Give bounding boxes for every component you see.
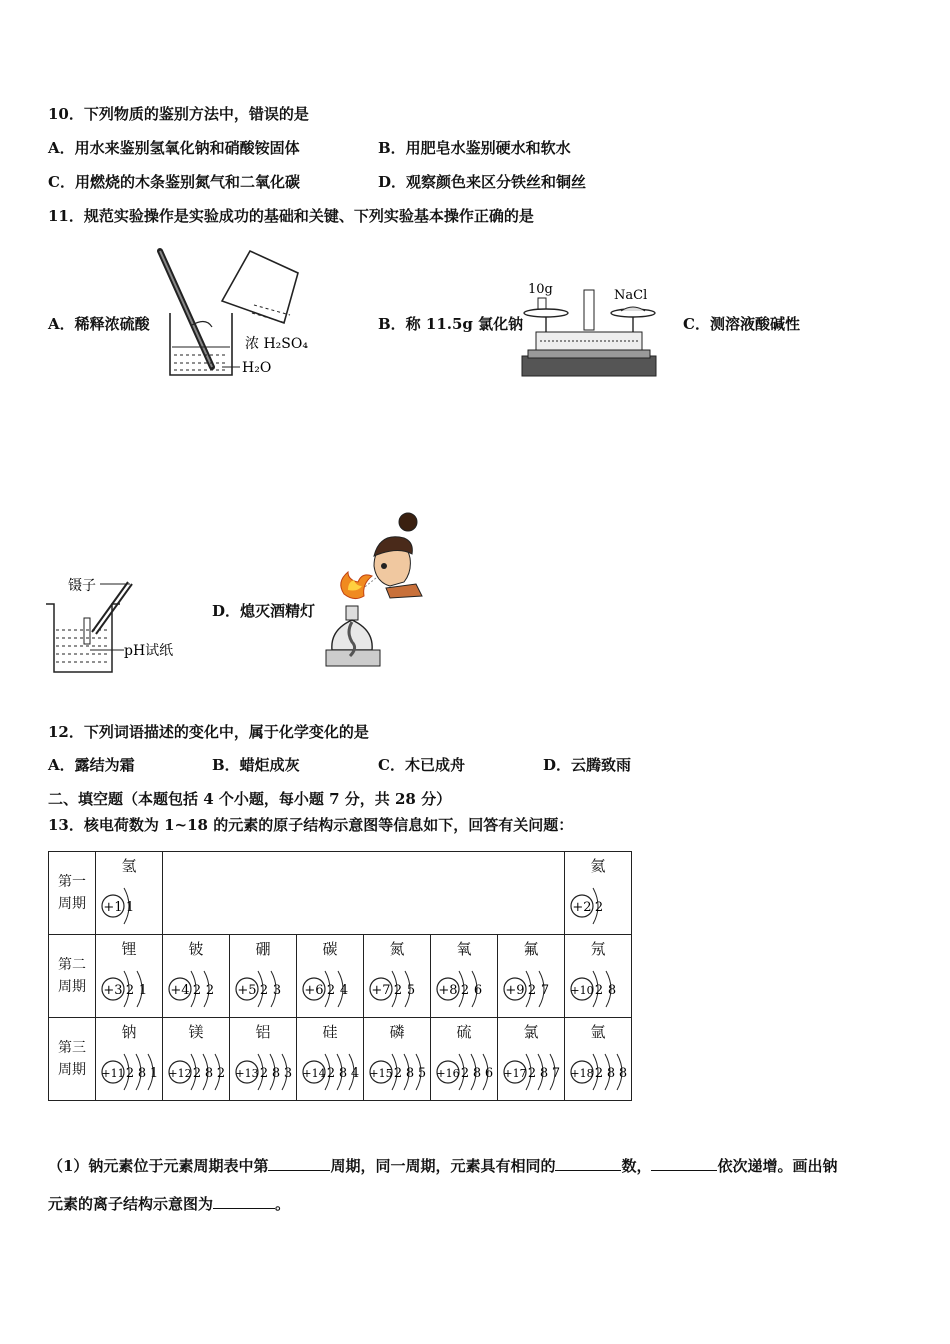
- label-weight: 10g: [528, 282, 553, 297]
- electron-count: 2: [192, 1066, 202, 1081]
- element-name: 氮: [389, 940, 405, 958]
- q11-option-a: A．稀释浓硫酸: [48, 315, 150, 333]
- atom-structure-diagram: [231, 961, 295, 1013]
- element-name: 锂: [121, 940, 137, 958]
- nucleus-charge: +1: [103, 900, 123, 915]
- q13-sub1-text-5: 元素的离子结构示意图为: [48, 1195, 214, 1213]
- electron-count: 4: [350, 1066, 360, 1081]
- nucleus-charge: +11: [101, 1067, 125, 1080]
- electron-count: 2: [125, 1066, 135, 1081]
- element-name: 氢: [121, 857, 137, 875]
- nucleus-charge: +5: [237, 983, 257, 998]
- nucleus-charge: +18: [570, 1067, 594, 1080]
- electron-count: 2: [326, 983, 336, 998]
- nucleus-charge: +2: [572, 900, 592, 915]
- element-name: 硼: [255, 940, 271, 958]
- nucleus-charge: +15: [369, 1067, 393, 1080]
- q12-stem: 12．下列词语描述的变化中，属于化学变化的是: [48, 723, 369, 741]
- q11-option-b: B．称 11.5g 氯化钠: [378, 315, 524, 333]
- electron-count: 5: [406, 983, 416, 998]
- period-label-text: 第三 周期: [58, 1040, 86, 1078]
- electron-count: 8: [539, 1066, 549, 1081]
- electron-count: 3: [283, 1066, 293, 1081]
- element-cell: [364, 1018, 431, 1101]
- atom-structure-diagram: [97, 961, 161, 1013]
- period-label-2: [49, 935, 96, 1018]
- nucleus-charge: +10: [570, 984, 594, 997]
- element-cell: [431, 1018, 498, 1101]
- q11-option-d: D．熄灭酒精灯: [212, 602, 316, 620]
- q13-sub1-line2: [48, 1193, 290, 1214]
- element-name: 氯: [523, 1023, 539, 1041]
- element-name: 氦: [590, 857, 606, 875]
- atom-structure-diagram: [164, 961, 228, 1013]
- nucleus-charge: +4: [170, 983, 190, 998]
- q11-option-c: C．测溶液酸碱性: [683, 315, 800, 333]
- answer-blank-shells[interactable]: [555, 1156, 621, 1171]
- atom-structure-diagram: [365, 961, 429, 1013]
- q12-option-b: B．蜡炬成灰: [212, 756, 300, 774]
- electron-count: 2: [192, 983, 202, 998]
- element-cell: [565, 935, 632, 1018]
- electron-count: 2: [460, 1066, 470, 1081]
- element-cell: [498, 935, 565, 1018]
- period-label-3: [49, 1018, 96, 1101]
- electron-count: 1: [149, 1066, 159, 1081]
- electron-count: 7: [551, 1066, 561, 1081]
- q11-stem: 11．规范实验操作是实验成功的基础和关键、下列实验基本操作正确的是: [48, 207, 534, 225]
- atom-structure-diagram: [231, 1044, 295, 1096]
- element-name: 铍: [188, 940, 204, 958]
- q13-sub1-line1: [48, 1155, 838, 1176]
- element-name: 镁: [188, 1023, 204, 1041]
- atom-structure-diagram: [298, 1044, 362, 1096]
- atom-structure-diagram: [164, 1044, 228, 1096]
- nucleus-charge: +16: [436, 1067, 460, 1080]
- atom-structure-diagram: [365, 1044, 429, 1096]
- element-cell: [565, 852, 632, 935]
- answer-blank-increasing[interactable]: [651, 1156, 717, 1171]
- figure-alcohol-lamp: [322, 510, 440, 674]
- period-2-row: [49, 935, 632, 1018]
- period-label-text: 第二 周期: [58, 957, 86, 995]
- atom-structure-diagram: [566, 961, 630, 1013]
- electron-count: 8: [607, 983, 617, 998]
- element-cell: [96, 852, 163, 935]
- nucleus-charge: +8: [438, 983, 458, 998]
- electron-count: 6: [473, 983, 483, 998]
- nucleus-charge: +7: [371, 983, 391, 998]
- atom-structure-diagram: [432, 961, 496, 1013]
- q12-option-c: C．木已成舟: [378, 756, 465, 774]
- electron-count: 4: [339, 983, 349, 998]
- element-cell: [364, 935, 431, 1018]
- element-cell: [498, 1018, 565, 1101]
- atom-structure-diagram: [97, 878, 161, 930]
- electron-count: 8: [618, 1066, 628, 1081]
- atom-structure-diagram: [298, 961, 362, 1013]
- nucleus-charge: +3: [103, 983, 123, 998]
- q12-option-d: D．云腾致雨: [543, 756, 632, 774]
- electron-count: 2: [326, 1066, 336, 1081]
- nucleus-charge: +9: [505, 983, 525, 998]
- periodic-table: [48, 851, 632, 1101]
- element-name: 氧: [456, 940, 472, 958]
- atom-structure-diagram: [566, 1044, 630, 1096]
- electron-count: 2: [594, 1066, 604, 1081]
- label-nacl: NaCl: [614, 288, 648, 303]
- electron-count: 2: [205, 983, 215, 998]
- electron-count: 2: [216, 1066, 226, 1081]
- element-cell: [230, 1018, 297, 1101]
- element-cell: [96, 935, 163, 1018]
- answer-blank-period[interactable]: [268, 1156, 330, 1171]
- element-cell: [297, 935, 364, 1018]
- q10-stem: 10．下列物质的鉴别方法中，错误的是: [48, 105, 309, 123]
- nucleus-charge: +14: [302, 1067, 326, 1080]
- q10-option-a: A．用水来鉴别氢氧化钠和硝酸铵固体: [48, 139, 300, 157]
- electron-count: 2: [594, 900, 604, 915]
- electron-count: 8: [204, 1066, 214, 1081]
- element-cell: [431, 935, 498, 1018]
- electron-count: 2: [527, 1066, 537, 1081]
- q13-sub1-text-1: （1）钠元素位于元素周期表中第: [48, 1157, 269, 1175]
- electron-count: 8: [137, 1066, 147, 1081]
- element-name: 氟: [523, 940, 539, 958]
- electron-count: 8: [405, 1066, 415, 1081]
- q10-option-b: B．用肥皂水鉴别硬水和软水: [378, 139, 571, 157]
- q10-option-d: D．观察颜色来区分铁丝和铜丝: [378, 173, 587, 191]
- figure-ph-test: [40, 572, 190, 676]
- nucleus-charge: +17: [503, 1067, 527, 1080]
- element-name: 铝: [255, 1023, 271, 1041]
- period-1-row: [49, 852, 632, 935]
- element-cell: [565, 1018, 632, 1101]
- atom-structure-diagram: [499, 961, 563, 1013]
- section-2-heading: 二、填空题（本题包括 4 个小题，每小题 7 分，共 28 分）: [48, 790, 452, 808]
- q13-sub1-text-4: 依次递增。画出钠: [717, 1157, 838, 1175]
- nucleus-charge: +6: [304, 983, 324, 998]
- period-label-text: 第一 周期: [58, 874, 86, 912]
- electron-count: 1: [138, 983, 148, 998]
- label-water: H₂O: [242, 360, 272, 376]
- q13-sub1-text-3: 数，: [621, 1157, 652, 1175]
- electron-count: 8: [271, 1066, 281, 1081]
- electron-count: 8: [472, 1066, 482, 1081]
- q13-sub1-text-2: 周期，同一周期，元素具有相同的: [330, 1157, 556, 1175]
- electron-count: 2: [259, 1066, 269, 1081]
- q13-stem: 13．核电荷数为 1~18 的元素的原子结构示意图等信息如下，回答有关问题：: [48, 816, 574, 834]
- element-cell: [163, 1018, 230, 1101]
- electron-count: 2: [594, 983, 604, 998]
- electron-count: 1: [125, 900, 135, 915]
- figure-balance: [518, 280, 660, 382]
- period-label-1: [49, 852, 96, 935]
- element-name: 氖: [590, 940, 606, 958]
- element-cell: [297, 1018, 364, 1101]
- q13-sub1-text-6: 。: [275, 1195, 291, 1213]
- electron-count: 2: [125, 983, 135, 998]
- element-name: 钠: [121, 1023, 137, 1041]
- label-tweezers: 镊子: [68, 578, 96, 594]
- q10-option-c: C．用燃烧的木条鉴别氮气和二氧化碳: [48, 173, 300, 191]
- figure-dilute-acid: [150, 243, 320, 385]
- electron-count: 7: [540, 983, 550, 998]
- element-name: 碳: [322, 940, 338, 958]
- element-name: 氩: [590, 1023, 606, 1041]
- atom-structure-diagram: [499, 1044, 563, 1096]
- electron-count: 8: [338, 1066, 348, 1081]
- electron-count: 2: [259, 983, 269, 998]
- atom-structure-diagram: [566, 878, 630, 930]
- atom-structure-diagram: [432, 1044, 496, 1096]
- element-cell: [230, 935, 297, 1018]
- electron-count: 6: [484, 1066, 494, 1081]
- electron-count: 5: [417, 1066, 427, 1081]
- label-concentrated-acid: 浓 H₂SO₄: [245, 336, 308, 352]
- element-name: 硫: [456, 1023, 472, 1041]
- element-cell: [163, 935, 230, 1018]
- table-gap: [163, 852, 565, 935]
- electron-count: 3: [272, 983, 282, 998]
- label-ph-paper: pH试纸: [124, 643, 174, 659]
- electron-count: 2: [393, 983, 403, 998]
- nucleus-charge: +13: [235, 1067, 259, 1080]
- element-name: 磷: [389, 1023, 405, 1041]
- atom-structure-diagram: [97, 1044, 161, 1096]
- element-cell: [96, 1018, 163, 1101]
- period-3-row: [49, 1018, 632, 1101]
- element-name: 硅: [322, 1023, 338, 1041]
- nucleus-charge: +12: [168, 1067, 192, 1080]
- q12-option-a: A．露结为霜: [48, 756, 135, 774]
- electron-count: 2: [460, 983, 470, 998]
- electron-count: 2: [393, 1066, 403, 1081]
- answer-blank-ion-diagram[interactable]: [213, 1194, 275, 1209]
- electron-count: 2: [527, 983, 537, 998]
- electron-count: 8: [606, 1066, 616, 1081]
